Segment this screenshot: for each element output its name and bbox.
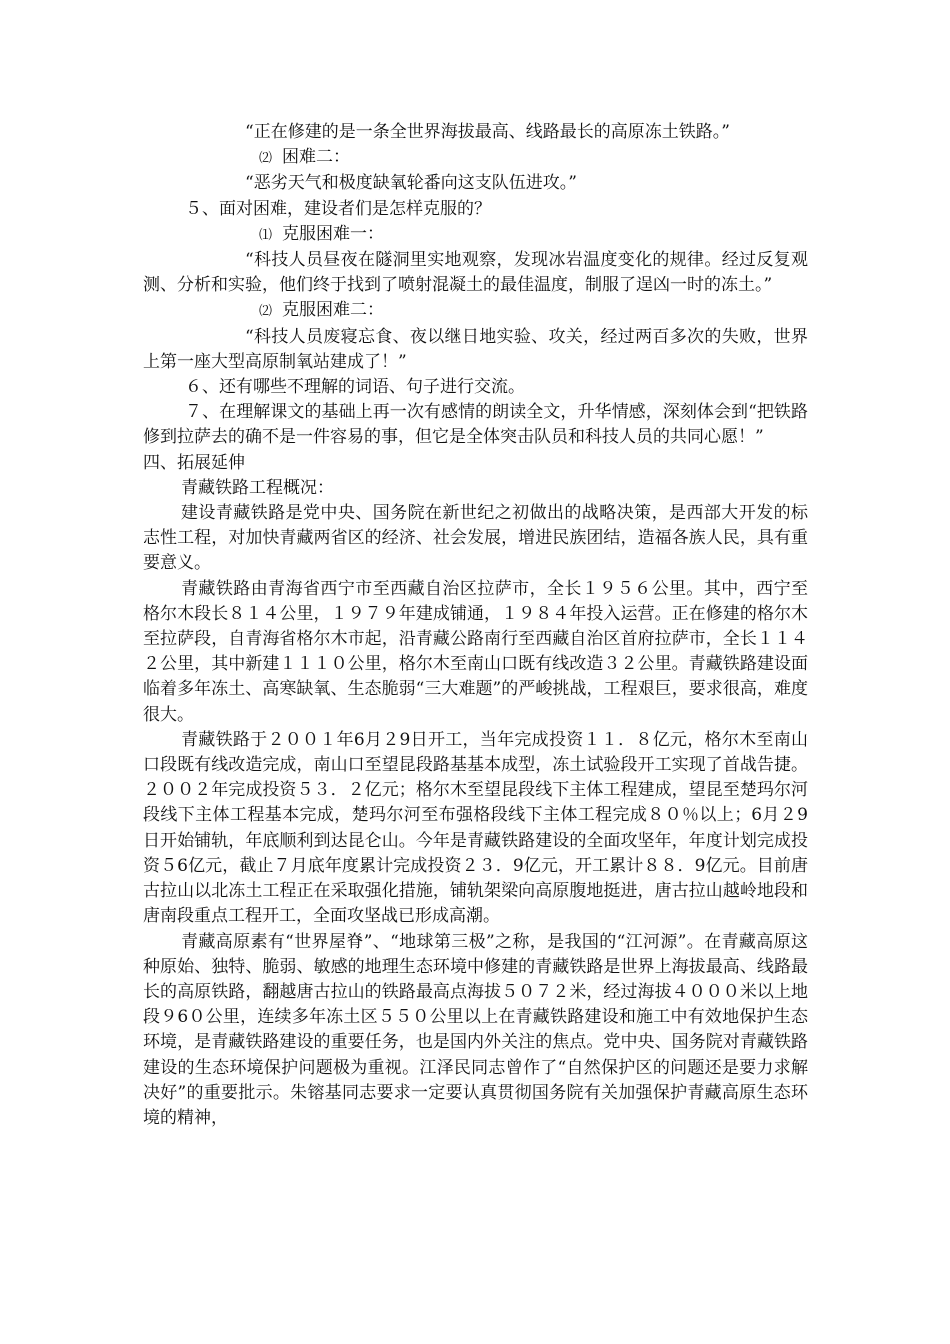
item-number: ⑵ <box>259 151 273 167</box>
subtitle-overview: 青藏铁路工程概况： <box>181 477 334 498</box>
overcome-two-heading <box>143 298 808 324</box>
step-5-question: ５、面对困难，建设者们是怎样克服的？ <box>185 198 491 219</box>
paragraph-ecology: 青藏高原素有“世界屋脊”、“地球第三极”之称，是我国的“江河源”。在青藏高原这种原始、独特、脆弱、敏感的地理生态环境中修建的青藏铁路是世界上海拔最高、线路最长的高原铁路，翻越唐古拉山的铁路最高点海拔５０７２米，经过海拔４０００米以上地段９6０公里，连续多年冻土区５５０公里以上在青藏铁路建设和施工中有效地保护生态环境，是青藏铁路建设的重要任务，也是国内外关注的焦点。党中央、国务院对青藏铁路建设的生态环境保护问题极为重视。江泽民同志曾作了“自然保护区的问题还是要力求解决好”的重要批示。朱镕基同志要求一定要认真贯彻国务院有关加强保护青藏高原生态环境的精神， <box>143 931 808 1128</box>
item-number: ⑵ <box>259 304 273 320</box>
overcome-one-heading <box>143 222 808 248</box>
item-label: 困难二： <box>282 147 351 168</box>
quote-oxygen-station: “科技人员废寝忘食、夜以继日地实验、攻关，经过两百多次的失败，世界上第一座大型高原制氧站建成了！” <box>143 326 808 372</box>
item-label: 克服困难二： <box>282 300 385 321</box>
step-6: ６、还有哪些不理解的词语、句子进行交流。 <box>185 377 525 398</box>
paragraph-strategic-decision: 建设青藏铁路是党中央、国务院在新世纪之初做出的战略决策，是西部大开发的标志性工程，对加快青藏两省区的经济、社会发展，增进民族团结，造福各族人民，具有重要意义。 <box>143 503 808 574</box>
section-heading-extension: 四、拓展延伸 <box>143 452 245 473</box>
quote-railway-description: “正在修建的是一条全世界海拔最高、线路最长的高原冻土铁路。” <box>245 122 730 142</box>
item-number: ⑴ <box>259 227 273 243</box>
item-label: 克服困难一： <box>282 223 385 244</box>
difficulty-two-heading <box>143 145 808 171</box>
quote-weather-oxygen: “恶劣天气和极度缺氧轮番向这支队伍进攻。” <box>245 173 577 194</box>
paragraph-route-length: 青藏铁路由青海省西宁市至西藏自治区拉萨市，全长１９５６公里。其中，西宁至格尔木段长８１４公里，１９７９年建成铺通，１９８４年投入运营。正在修建的格尔木至拉萨段，自青海省格尔木市起，沿青藏公路南行至西藏自治区首府拉萨市，全长１１４２公里，其中新建１１１０公里，格尔木至南山口既有线改造３２公里。青藏铁路建设面临着多年冻土、高寒缺氧、生态脆弱“三大难题”的严峻挑战，工程艰巨，要求很高，难度很大。 <box>143 578 808 725</box>
quote-frozen-soil: “科技人员昼夜在隧洞里实地观察，发现冰岩温度变化的规律。经过反复观测、分析和实验，他们终于找到了喷射混凝土的最佳温度，制服了逞凶一时的冻土。” <box>143 250 808 296</box>
step-7: ７、在理解课文的基础上再一次有感情的朗读全文，升华情感，深刻体会到“把铁路修到拉萨去的确不是一件容易的事，但它是全体突击队员和科技人员的共同心愿！” <box>143 402 808 448</box>
document-page <box>143 120 808 1131</box>
paragraph-construction-progress: 青藏铁路于２００１年6月２9日开工，当年完成投资１１．８亿元，格尔木至南山口段既有线改造完成，南山口至望昆段路基基本成型，冻土试验段开工实现了首战告捷。２００２年完成投资５３．２亿元；格尔木至望昆段线下主体工程建成，望昆至楚玛尔河段线下主体工程基本完成，楚玛尔河至布强格段线下主体工程完成８０％以上；6月２9日开始铺轨，年底顺利到达昆仑山。今年是青藏铁路建设的全面攻坚年，年度计划完成投资５6亿元，截止７月底年度累计完成投资２３．9亿元，开工累计８８．9亿元。目前唐古拉山以北冻土工程正在采取强化措施，铺轨架梁向高原腹地挺进，唐古拉山越岭地段和唐南段重点工程开工，全面攻坚战已形成高潮。 <box>143 729 808 927</box>
